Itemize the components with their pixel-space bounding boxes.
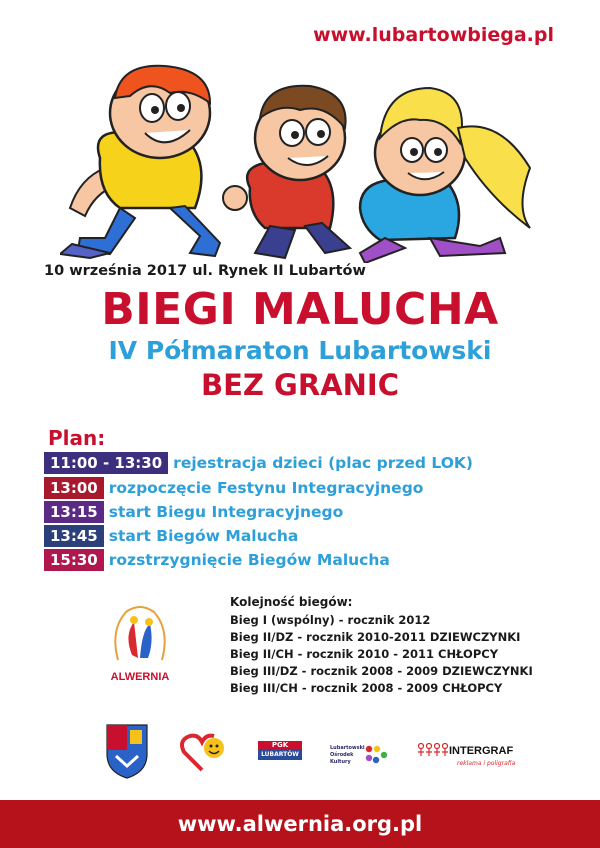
plan-item [44,549,390,571]
alwernia-logo [104,600,176,690]
intergraf-logo-text: INTERGRAF [449,745,514,757]
event-subtitle: IV Półmaraton Lubartowski [108,336,492,365]
lubartow-coat-of-arms [104,722,150,780]
race-order-heading: Kolejność biegów: [230,595,353,609]
kid-brown-hair [223,86,350,258]
plan-item-text: rozpoczęcie Festynu Integracyjnego [108,479,424,497]
pgk-logo-sub: LUBARTÓW [258,750,302,760]
website-url[interactable]: www.lubartowbiega.pl [313,24,554,46]
plan-item-text: rejestracja dzieci (plac przed LOK) [173,454,473,472]
intergraf-figures-icon [417,742,449,760]
race-order-item: Bieg III/CH - rocznik 2008 - 2009 CHŁOPCY [230,681,503,695]
pgk-logo-mark: PGK [258,741,302,750]
lok-logo [330,744,398,766]
lok-dots-icon [364,744,388,766]
pgk-logo [258,741,302,760]
plan-item-text: start Biegu Integracyjnego [108,503,344,521]
race-order-item: Bieg II/CH - rocznik 2010 - 2011 CHŁOPCY [230,647,499,661]
plan-time-badge: 13:00 [44,477,104,499]
running-kids-illustration [60,58,540,263]
heart-smiley-logo [180,730,228,774]
event-date-place: 10 września 2017 ul. Rynek II Lubartów [44,263,366,279]
plan-heading: Plan: [48,426,106,450]
plan-time-badge: 13:45 [44,525,104,547]
race-order-item: Bieg I (wspólny) - rocznik 2012 [230,613,431,627]
plan-item [44,477,423,499]
race-order-item: Bieg II/DZ - rocznik 2010-2011 DZIEWCZYNKI [230,630,521,644]
plan-time-badge: 15:30 [44,549,104,571]
kid-orange-hair [60,66,220,258]
intergraf-logo [417,742,517,767]
event-title: BIEGI MALUCHA [101,284,499,335]
footer-url[interactable]: www.alwernia.org.pl [177,812,423,836]
plan-time-badge: 11:00 - 13:30 [44,452,168,474]
alwernia-logo-text: ALWERNIA [110,671,170,683]
footer-bar [0,800,600,848]
plan-time-badge: 13:15 [44,501,104,523]
plan-item [44,501,343,523]
race-order-item: Bieg III/DZ - rocznik 2008 - 2009 DZIEWCZYNKI [230,664,533,678]
plan-item [44,525,298,547]
kid-blonde-girl [360,88,530,263]
intergraf-logo-sub: reklama i poligrafia [457,760,516,767]
event-tagline: BEZ GRANIC [201,368,399,402]
plan-item [44,452,473,474]
plan-item-text: rozstrzygnięcie Biegów Malucha [108,551,390,569]
plan-item-text: start Biegów Malucha [108,527,299,545]
lok-logo-text: Lubartowski Ośrodek Kultury [330,744,365,765]
